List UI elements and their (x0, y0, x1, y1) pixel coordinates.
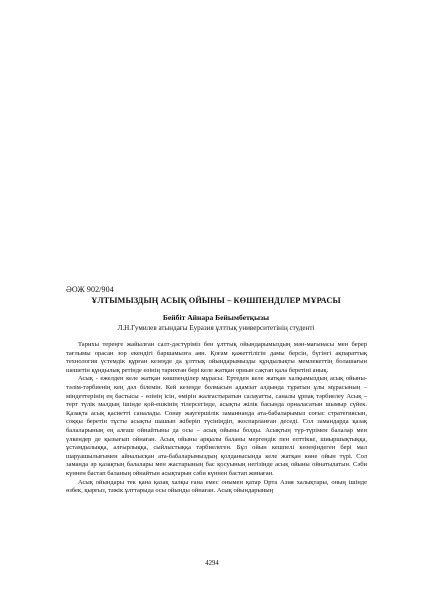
article-body (66, 341, 367, 496)
author-name: Бейбіт Айнара Бейымбетқызы (162, 313, 270, 322)
paragraph: Асық - ежелден келе жатқан көшпенділер мұрасы. Ертеден келе жатқан халқымыздың асық ойыны- тәлім-тәрбиенің кең дәл білемін. Кей кезеңде болмасын адамзат алдында тұратын ұлы мұрасының – міндеттерінің ең бастысы - өзінің ісін, өмірін жалғастыратын салауатты, саналы ұрпақ тәрбиелеу Асық – терт түлік малдың ішінде қой-ешкінің тілерсегінде, асықты жілік басында орналасатын шымыр сүйек. Қазақта асық қасиетті саналады. Сонау жаугершілік заманнанда ата-бабаларымыз соғыс стратегиясын, соққы беретін тұсты асықты шашып жіберіп түсініңдіп, жоспарланған деседі. Сол замандарда қазақ балаларының ең алғаш ойнайтыны да осы – асық ойыны болды. Асықтың түр-түрімен балалар мен үлкендер де қызығып ойнаған. Асық ойыны арқылы баланы мергендік пен епттікке, шиыршықтыққа, ұстамдылыққа, алғырлыққа, сыйлыстыққа тәрбиелеген. Бұл ойын кешпелі көзеңіндеген бері мал шаруашылығымен айналысқан ата-бабаларымыздың қолданысында келе жатқан көне ойын түрі. Сол заманда әр қазақтың балалары мен жастарының бас қосуының негізінде асық ойыны ойнатылатын. Сәби күннен бастап баланың ойнайтын асықтарын сәби күннен бастап жинаған. (66, 375, 367, 477)
page-number: 4294 (205, 560, 219, 567)
author-affiliation: Л.Н.Гумилев атындағы Еуразия ұлттық университетінің студенті (117, 324, 315, 332)
article-title: ҰЛТЫМЫЗДЫҢ АСЫҚ ОЙЫНЫ – КӨШПЕНДІЛЕР МҰРАСЫ (91, 296, 341, 305)
paragraph: Асық ойындары тек қана қазақ халқы ғана емес онымен қатар Орта Азия халықтары, оның ішінде өзбек, қырғыз, тәжік ұлттарыда осы ойынды ойнаған. Асық ойындарының (66, 478, 367, 495)
udk-code: ӘОЖ 902/904 (66, 285, 114, 294)
paragraph: Тарихы тереңге жайылған салт-дәстүріміз бен ұлттық ойындарымыздың мән-мағынасы мен берер тағлымы орасан зор екендігі баршамызға аян. Қоғам қажеттілігін дамы берсін, бүгінгі ақпараттық технология үстемдік құрған кезеңде да ұлттық ойындарымызды құндылықты мемлекеттің болашағын шешетін құндылық ретінде өзінің тарихтан бері келе жатқан орнын сақтап қала беретіні анық. (66, 341, 367, 374)
